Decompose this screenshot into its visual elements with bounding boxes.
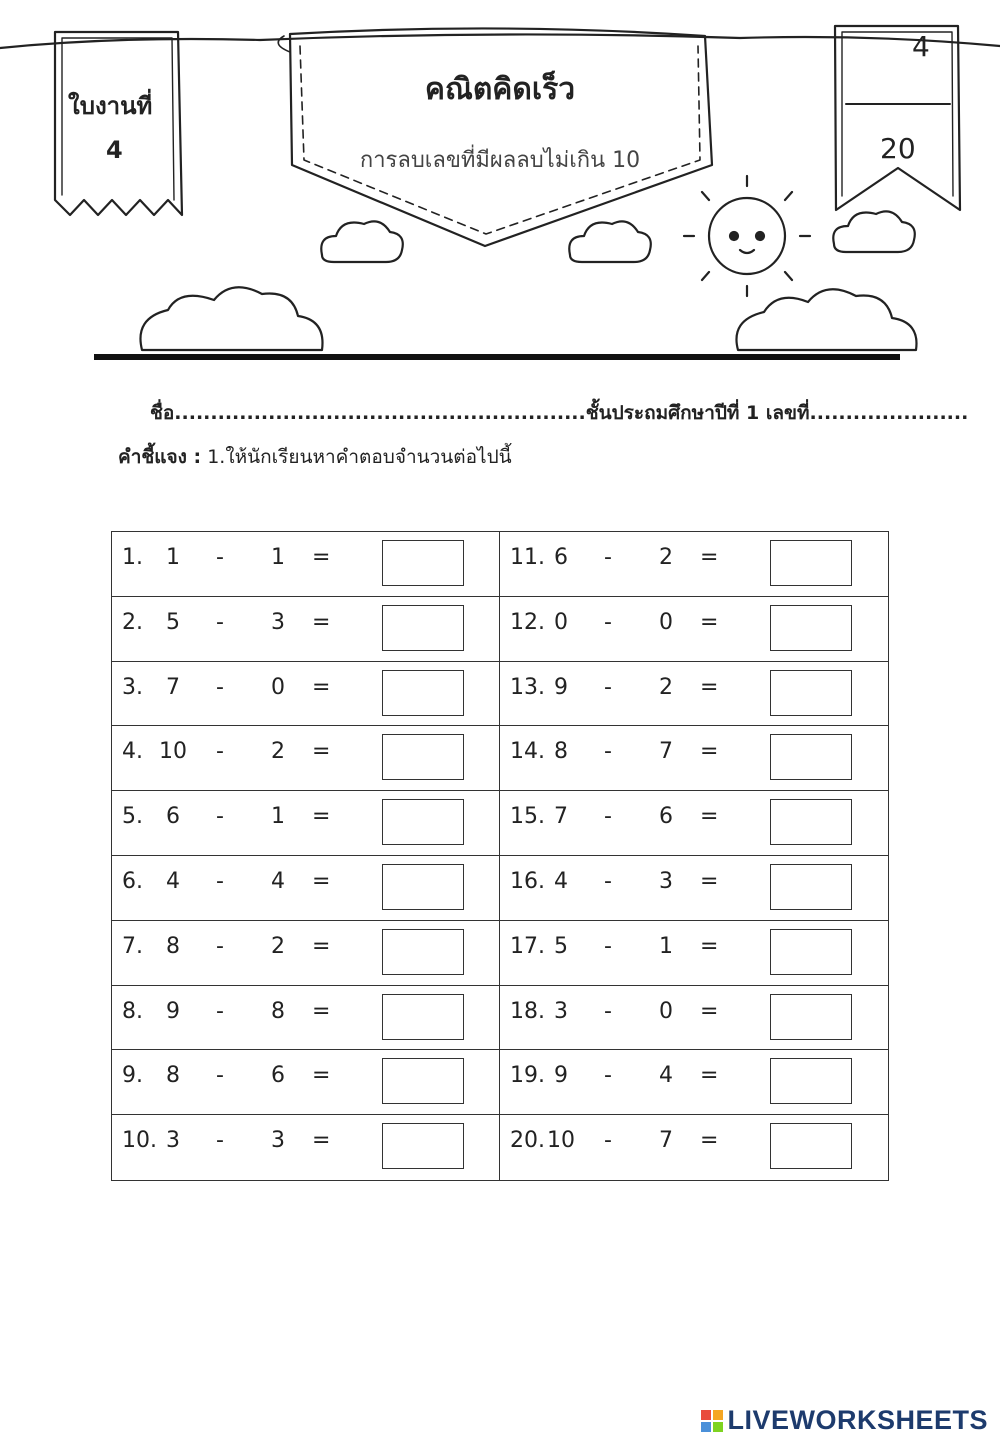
minus-sign: - — [604, 1063, 612, 1089]
subtrahend: 7 — [659, 1128, 673, 1154]
minuend: 4 — [166, 869, 180, 894]
instruction-text: 1.ให้นักเรียนหาคำตอบจำนวนต่อไปนี้ — [207, 446, 512, 468]
problem-number: 9. — [122, 1063, 143, 1089]
subtrahend: 3 — [659, 869, 673, 894]
equals-sign: = — [700, 804, 719, 830]
header-decoration — [0, 0, 1000, 370]
problem-row — [112, 1115, 500, 1180]
minuend: 4 — [554, 869, 568, 894]
problem-number: 6. — [122, 869, 143, 894]
subtrahend: 2 — [659, 674, 673, 700]
subtrahend: 0 — [659, 998, 673, 1024]
subtrahend: 1 — [271, 545, 285, 570]
worksheet-number: 4 — [106, 136, 123, 164]
problem-table — [111, 531, 889, 1181]
brand-name: LIVEWORKSHEETS — [727, 1405, 988, 1435]
subtrahend: 8 — [271, 998, 285, 1024]
problem-number: 19. — [510, 1063, 545, 1089]
ground-line — [94, 354, 900, 360]
subtrahend: 7 — [659, 739, 673, 765]
minus-sign: - — [604, 998, 612, 1024]
minuend: 9 — [166, 998, 180, 1024]
answer-box[interactable] — [770, 540, 852, 586]
minuend: 0 — [554, 609, 568, 635]
equals-sign: = — [312, 545, 331, 570]
problem-row — [500, 986, 888, 1051]
minus-sign: - — [604, 739, 612, 765]
problem-number: 7. — [122, 933, 143, 959]
page-subtitle: การลบเลขที่มีผลลบไม่เกิน 10 — [359, 148, 641, 173]
answer-box[interactable] — [770, 864, 852, 910]
answer-box[interactable] — [382, 929, 464, 975]
equals-sign: = — [312, 1063, 331, 1089]
student-info-line: ชื่อ.........................................................ชั้นประถมศึกษาปีที่ 1 เลขที่...................... — [150, 402, 969, 424]
equals-sign: = — [312, 1128, 331, 1154]
equals-sign: = — [700, 1063, 719, 1089]
equals-sign: = — [312, 804, 331, 830]
problem-row — [112, 532, 500, 597]
minuend: 9 — [554, 674, 568, 700]
problem-number: 12. — [510, 609, 545, 635]
answer-box[interactable] — [382, 799, 464, 845]
equals-sign: = — [312, 998, 331, 1024]
answer-box[interactable] — [770, 734, 852, 780]
problem-number: 13. — [510, 674, 545, 700]
problem-number: 16. — [510, 869, 545, 894]
problem-number: 4. — [122, 739, 143, 765]
subtrahend: 1 — [659, 933, 673, 959]
answer-box[interactable] — [770, 670, 852, 716]
minuend: 1 — [166, 545, 180, 570]
subtrahend: 0 — [659, 609, 673, 635]
liveworksheets-logo-icon — [701, 1410, 723, 1432]
problem-number: 10. — [122, 1128, 157, 1154]
problem-row — [112, 921, 500, 986]
page-title: คณิตคิดเร็ว — [424, 72, 576, 107]
equals-sign: = — [700, 1128, 719, 1154]
minuend: 5 — [166, 609, 180, 635]
center-banner-icon — [290, 28, 712, 246]
bush-icon — [140, 287, 322, 350]
minus-sign: - — [216, 1128, 224, 1154]
answer-box[interactable] — [770, 929, 852, 975]
problem-row — [112, 1050, 500, 1115]
problem-row — [112, 597, 500, 662]
subtrahend: 2 — [659, 545, 673, 570]
subtrahend: 2 — [271, 739, 285, 765]
problem-number: 5. — [122, 804, 143, 830]
minus-sign: - — [604, 545, 612, 570]
minuend: 7 — [166, 674, 180, 700]
subtrahend: 1 — [271, 804, 285, 830]
problem-number: 14. — [510, 739, 545, 765]
minus-sign: - — [604, 869, 612, 894]
subtrahend: 4 — [659, 1063, 673, 1089]
minuend: 3 — [554, 998, 568, 1024]
minus-sign: - — [604, 609, 612, 635]
problem-row — [112, 986, 500, 1051]
answer-box[interactable] — [382, 670, 464, 716]
equals-sign: = — [700, 674, 719, 700]
answer-box[interactable] — [382, 864, 464, 910]
equals-sign: = — [312, 609, 331, 635]
problem-number: 18. — [510, 998, 545, 1024]
minuend: 8 — [554, 739, 568, 765]
subtrahend: 4 — [271, 869, 285, 894]
equals-sign: = — [700, 869, 719, 894]
cloud-icon — [833, 211, 915, 252]
problem-number: 1. — [122, 545, 143, 570]
minuend: 3 — [166, 1128, 180, 1154]
minus-sign: - — [216, 998, 224, 1024]
minus-sign: - — [216, 674, 224, 700]
score-total: 20 — [880, 132, 916, 165]
minus-sign: - — [216, 545, 224, 570]
problem-number: 11. — [510, 545, 545, 570]
answer-box[interactable] — [382, 605, 464, 651]
minus-sign: - — [216, 933, 224, 959]
logo-square — [713, 1422, 723, 1432]
problem-row — [500, 856, 888, 921]
answer-box[interactable] — [382, 540, 464, 586]
subtrahend: 3 — [271, 609, 285, 635]
cloud-icon — [569, 221, 651, 262]
minuend: 7 — [554, 804, 568, 830]
problem-number: 2. — [122, 609, 143, 635]
answer-box[interactable] — [382, 734, 464, 780]
equals-sign: = — [700, 545, 719, 570]
equals-sign: = — [312, 869, 331, 894]
equals-sign: = — [312, 674, 331, 700]
minuend: 10 — [547, 1128, 575, 1154]
minus-sign: - — [604, 804, 612, 830]
problem-number: 15. — [510, 804, 545, 830]
problem-row — [112, 791, 500, 856]
equals-sign: = — [700, 998, 719, 1024]
logo-square — [701, 1410, 711, 1420]
sun-icon — [684, 176, 810, 296]
answer-box[interactable] — [770, 994, 852, 1040]
problem-row — [500, 1115, 888, 1180]
equals-sign: = — [312, 933, 331, 959]
minus-sign: - — [604, 674, 612, 700]
bunting-string — [0, 34, 1000, 48]
minus-sign: - — [216, 1063, 224, 1089]
answer-box[interactable] — [770, 1058, 852, 1104]
minus-sign: - — [604, 1128, 612, 1154]
problem-number: 20. — [510, 1128, 545, 1154]
equals-sign: = — [700, 933, 719, 959]
subtrahend: 6 — [659, 804, 673, 830]
problem-row — [500, 921, 888, 986]
cloud-icon — [321, 221, 403, 262]
minuend: 9 — [554, 1063, 568, 1089]
problem-row — [500, 662, 888, 727]
subtrahend: 3 — [271, 1128, 285, 1154]
score-obtained: 4 — [912, 30, 930, 63]
minus-sign: - — [604, 933, 612, 959]
right-banner-icon — [835, 26, 960, 210]
footer-logo — [701, 1405, 988, 1436]
problem-number: 17. — [510, 933, 545, 959]
problem-row — [112, 856, 500, 921]
equals-sign: = — [312, 739, 331, 765]
answer-box[interactable] — [382, 1123, 464, 1169]
minus-sign: - — [216, 739, 224, 765]
instruction-line — [118, 442, 512, 472]
logo-square — [713, 1410, 723, 1420]
problem-row — [112, 662, 500, 727]
minus-sign: - — [216, 609, 224, 635]
equals-sign: = — [700, 739, 719, 765]
minus-sign: - — [216, 869, 224, 894]
problem-row — [500, 532, 888, 597]
minuend: 5 — [554, 933, 568, 959]
minuend: 6 — [554, 545, 568, 570]
problem-number: 8. — [122, 998, 143, 1024]
minuend: 8 — [166, 933, 180, 959]
problem-number: 3. — [122, 674, 143, 700]
answer-box[interactable] — [382, 994, 464, 1040]
equals-sign: = — [700, 609, 719, 635]
problem-row — [500, 726, 888, 791]
minuend: 8 — [166, 1063, 180, 1089]
logo-square — [701, 1422, 711, 1432]
minus-sign: - — [216, 804, 224, 830]
minuend: 10 — [159, 739, 187, 765]
problem-row — [500, 1050, 888, 1115]
subtrahend: 6 — [271, 1063, 285, 1089]
answer-box[interactable] — [770, 1123, 852, 1169]
answer-box[interactable] — [382, 1058, 464, 1104]
answer-box[interactable] — [770, 799, 852, 845]
problem-row — [112, 726, 500, 791]
minuend: 6 — [166, 804, 180, 830]
problem-row — [500, 791, 888, 856]
problem-row — [500, 597, 888, 662]
instruction-label: คำชี้แจง : — [118, 446, 202, 468]
answer-box[interactable] — [770, 605, 852, 651]
bush-icon — [736, 289, 916, 350]
subtrahend: 0 — [271, 674, 285, 700]
worksheet-label: ใบงานที่ — [68, 92, 153, 120]
subtrahend: 2 — [271, 933, 285, 959]
